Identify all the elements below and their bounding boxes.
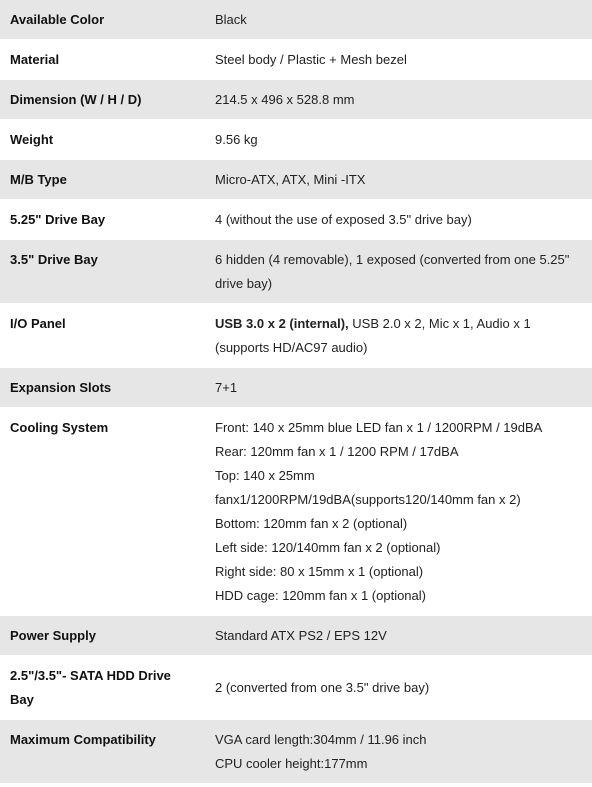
spec-value-line: Top: 140 x 25mm xyxy=(215,468,315,483)
spec-value-line: HDD cage: 120mm fan x 1 (optional) xyxy=(215,588,426,603)
spec-value-line: 9.56 kg xyxy=(215,131,258,147)
spec-row-dimension xyxy=(0,80,592,120)
spec-value-bold: USB 3.0 x 2 (internal), xyxy=(215,316,349,331)
spec-label: Available Color xyxy=(10,11,105,27)
spec-value xyxy=(205,304,592,360)
spec-value-line: (supports HD/AC97 audio) xyxy=(215,340,368,355)
spec-value xyxy=(205,408,592,608)
spec-row-35-drive-bay xyxy=(0,240,592,304)
spec-value xyxy=(205,128,592,152)
spec-row-io-panel xyxy=(0,304,592,368)
spec-value-line: 7+1 xyxy=(215,379,238,395)
spec-label-line: 2.5"/3.5"- SATA HDD Drive xyxy=(10,667,171,683)
spec-value-line: drive bay) xyxy=(215,276,273,291)
spec-row-cooling-system xyxy=(0,408,592,616)
spec-value-line: 214.5 x 496 x 528.8 mm xyxy=(215,91,355,107)
spec-value xyxy=(205,676,592,700)
spec-value-line: Standard ATX PS2 / EPS 12V xyxy=(215,627,387,643)
spec-value xyxy=(205,8,592,32)
spec-label: M/B Type xyxy=(10,171,67,187)
spec-value-line: Black xyxy=(215,11,247,27)
spec-value-line: Rear: 120mm fan x 1 / 1200 RPM / 17dBA xyxy=(215,444,459,459)
spec-value-line: Left side: 120/140mm fan x 2 (optional) xyxy=(215,540,441,555)
spec-label: Maximum Compatibility xyxy=(10,732,156,747)
spec-row-525-drive-bay xyxy=(0,200,592,240)
spec-row-material xyxy=(0,40,592,80)
spec-value-line: VGA card length:304mm / 11.96 inch xyxy=(215,732,427,747)
spec-label xyxy=(0,664,205,712)
spec-row-maximum-compatibility xyxy=(0,720,592,784)
spec-label: Dimension (W / H / D) xyxy=(10,91,142,107)
spec-value xyxy=(205,624,592,648)
spec-row-sata-hdd-drive-bay xyxy=(0,656,592,720)
spec-value xyxy=(205,88,592,112)
spec-value-line: Front: 140 x 25mm blue LED fan x 1 / 1200RPM / 19dBA xyxy=(215,420,543,435)
spec-value-line: CPU cooler height:177mm xyxy=(215,756,368,771)
spec-label-line: Bay xyxy=(10,691,34,707)
spec-value xyxy=(205,720,592,776)
spec-value xyxy=(205,376,592,400)
spec-value-line: Bottom: 120mm fan x 2 (optional) xyxy=(215,516,408,531)
spec-value-line: 4 (without the use of exposed 3.5" drive bay) xyxy=(215,211,472,227)
spec-value-line: Micro-ATX, ATX, Mini -ITX xyxy=(215,171,366,187)
spec-label: I/O Panel xyxy=(10,316,66,331)
spec-label: Weight xyxy=(10,131,54,147)
spec-value-line: fanx1/1200RPM/19dBA(supports120/140mm fan x 2) xyxy=(215,492,521,507)
spec-row-weight xyxy=(0,120,592,160)
spec-value-line: 6 hidden (4 removable), 1 exposed (converted from one 5.25" xyxy=(215,252,570,267)
spec-value xyxy=(205,208,592,232)
spec-value xyxy=(205,168,592,192)
spec-value xyxy=(205,48,592,72)
spec-value-line xyxy=(215,312,582,336)
spec-value-line: 2 (converted from one 3.5" drive bay) xyxy=(215,679,430,695)
spec-value-line: Steel body / Plastic + Mesh bezel xyxy=(215,51,407,67)
spec-row-power-supply xyxy=(0,616,592,656)
spec-row-expansion-slots xyxy=(0,368,592,408)
spec-label: Material xyxy=(10,51,60,67)
spec-value-rest: USB 2.0 x 2, Mic x 1, Audio x 1 xyxy=(348,316,531,331)
spec-value xyxy=(205,240,592,296)
spec-value-line: Right side: 80 x 15mm x 1 (optional) xyxy=(215,564,424,579)
spec-row-mb-type xyxy=(0,160,592,200)
spec-label: 5.25" Drive Bay xyxy=(10,211,106,227)
spec-label: Expansion Slots xyxy=(10,379,112,395)
spec-label: Power Supply xyxy=(10,627,96,643)
spec-label: Cooling System xyxy=(10,420,109,435)
spec-row-available-color xyxy=(0,0,592,40)
spec-label: 3.5" Drive Bay xyxy=(10,252,98,267)
